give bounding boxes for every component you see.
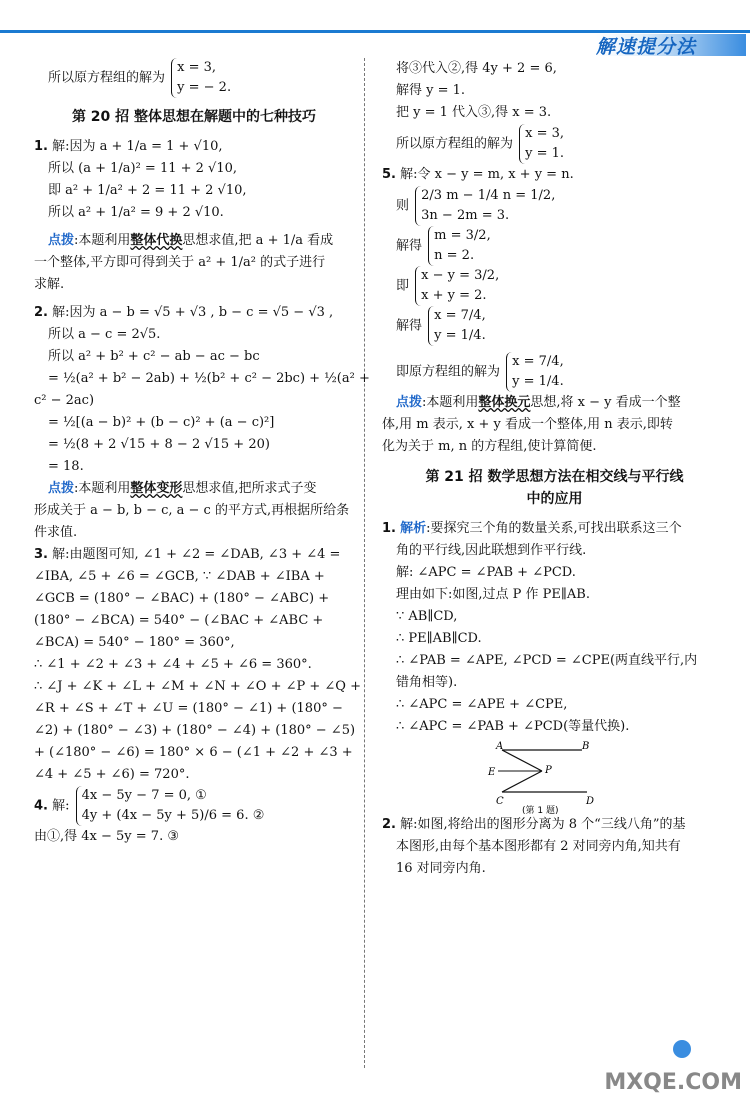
problem-1 <box>34 136 354 296</box>
eq-line: x = 7/4, <box>512 354 564 369</box>
eq-line: 3n − 2m = 3. <box>421 208 510 223</box>
text: 则 <box>396 198 410 214</box>
problem-5 <box>382 164 727 458</box>
text-line: ∵ AB∥CD, <box>396 609 458 624</box>
eq-line: m = 3/2, <box>434 228 491 243</box>
emphasis: 整体代换 <box>130 233 183 248</box>
label-b: B <box>582 741 590 752</box>
intro-text: 所以原方程组的解为 <box>48 70 166 86</box>
text-line: 所以 a − c = 2√5. <box>48 327 161 342</box>
question-2 <box>382 814 727 880</box>
text: 解得 <box>396 318 423 334</box>
text-line: = ½[(a − b)² + (b − c)² + (a − c)²] <box>48 415 275 430</box>
title-line: 中的应用 <box>526 491 583 507</box>
text-line: ∴ ∠PAB = ∠APE, ∠PCD = ∠CPE(两直线平行,内 <box>396 653 698 668</box>
problem-number: 1. <box>34 139 48 154</box>
intro-solution <box>34 58 354 98</box>
text-line: 16 对同旁内角. <box>396 861 486 876</box>
eq-line: x − y = 3/2, <box>421 268 500 283</box>
text-line: (180° − ∠BCA) = 540° − (∠BAC + ∠ABC + <box>34 613 324 628</box>
text-line: 解: ∠APC = ∠PAB + ∠PCD. <box>396 565 576 580</box>
text: 思想,将 x − y 看成一个整 <box>530 395 681 410</box>
label-c: C <box>496 796 504 807</box>
text-line: ∠BCA) = 540° − 180° = 360°, <box>34 635 235 650</box>
text-line: 错角相等). <box>396 675 458 690</box>
emphasis: 整体换元 <box>478 395 531 410</box>
watermark: MXQE.COM <box>604 1070 742 1095</box>
solution-system <box>519 124 564 164</box>
text-line: = 18. <box>48 459 84 474</box>
problem-number: 3. <box>34 547 48 562</box>
eq-line: y = − 2. <box>177 80 232 95</box>
eq-line: x + y = 2. <box>421 288 487 303</box>
section-20-title: 第 20 招 整体思想在解题中的七种技巧 <box>71 109 317 125</box>
problem-3 <box>34 544 361 786</box>
text-line: = ½(a² + b² − 2ab) + ½(b² + c² − 2bc) + ½(a² + <box>48 371 370 386</box>
text-line: :要探究三个角的数量关系,可找出联系这三个 <box>426 521 682 536</box>
text-line: 一个整体,平方即可得到关于 a² + 1/a² 的式子进行 <box>34 255 326 270</box>
text-line: 体,用 m 表示, x + y 看成一个整体,用 n 表示,即转 <box>382 417 673 432</box>
segment-ap <box>502 750 542 771</box>
text-line: 形成关于 a − b, b − c, a − c 的平方式,再根据所给条 <box>34 503 350 518</box>
text-line: 解:因为 a − b = √5 + √3 , b − c = √5 − √3 , <box>52 305 334 320</box>
text: 解得 <box>396 238 423 254</box>
text-line: 所以 a² + b² + c² − ab − ac − bc <box>48 349 260 364</box>
left-column <box>34 58 370 848</box>
title-line: 第 21 招 数学思想方法在相交线与平行线 <box>425 469 684 485</box>
eq-line: x = 3, <box>177 60 217 75</box>
eq-line: 2/3 m − 1/4 n = 1/2, <box>421 188 556 203</box>
section-21-title <box>382 466 727 510</box>
text-line: ∠IBA, ∠5 + ∠6 = ∠GCB, ∵ ∠DAB + ∠IBA + <box>34 569 325 584</box>
text-line: + (∠180° − ∠6) = 180° × 6 − (∠1 + ∠2 + ∠3 + <box>34 745 353 760</box>
column-divider <box>364 58 365 1068</box>
text-line: 化为关于 m, n 的方程组,使计算简便. <box>382 439 597 454</box>
tip-label: 点拨 <box>396 395 423 410</box>
problem-number: 1. <box>382 521 396 536</box>
text-line: 所以 a² + 1/a² = 9 + 2 √10. <box>48 205 224 220</box>
text-line: c² − 2ac) <box>34 393 95 408</box>
text: :本题利用 <box>74 481 131 496</box>
label-a: A <box>496 741 504 752</box>
equation-system <box>506 352 564 392</box>
label-p: P <box>545 765 552 776</box>
text: 解: <box>52 798 70 814</box>
text-line: ∴ ∠APC = ∠APE + ∠CPE, <box>396 697 568 712</box>
text-line: 解:令 x − y = m, x + y = n. <box>400 167 574 182</box>
text-line: 解:由题图可知, ∠1 + ∠2 = ∠DAB, ∠3 + ∠4 = <box>52 547 341 562</box>
right-column <box>382 58 727 880</box>
text-line: 理由如下:如图,过点 P 作 PE∥AB. <box>396 587 590 602</box>
text: 即原方程组的解为 <box>396 364 501 380</box>
text-line: 解:如图,将给出的图形分离为 8 个“三线八角”的基 <box>400 817 686 832</box>
text-line: 把 y = 1 代入③,得 x = 3. <box>396 105 552 120</box>
problem-number: 4. <box>34 798 48 814</box>
text: :本题利用 <box>74 233 131 248</box>
question-1 <box>382 518 727 814</box>
problem-number: 2. <box>34 305 48 320</box>
text-line: 即 a² + 1/a² + 2 = 11 + 2 √10, <box>48 183 247 198</box>
figure-svg <box>488 741 612 816</box>
text-line: 将③代入②,得 4y + 2 = 6, <box>396 61 557 76</box>
brand-banner <box>596 34 746 56</box>
tip-label: 点拨 <box>48 233 75 248</box>
text-line: ∴ PE∥AB∥CD. <box>396 631 482 646</box>
equation-system <box>428 306 486 346</box>
label-e: E <box>488 767 496 778</box>
eq-line: n = 2. <box>434 248 475 263</box>
text-line: 所以 (a + 1/a)² = 11 + 2 √10, <box>48 161 238 176</box>
problem-4 <box>34 786 354 848</box>
equation-system <box>415 266 499 306</box>
text-line: ∠GCB = (180° − ∠BAC) + (180° − ∠ABC) + <box>34 591 330 606</box>
parallel-lines-figure <box>488 741 612 816</box>
emphasis: 整体变形 <box>130 481 183 496</box>
text-line: 本图形,由每个基本图形都有 2 对同旁内角,知共有 <box>396 839 681 854</box>
label-d: D <box>586 796 595 807</box>
eq-line: x = 7/4, <box>434 308 486 323</box>
text-line: 件求值. <box>34 525 78 540</box>
text: 即 <box>396 278 410 294</box>
figure-caption: (第 1 题) <box>522 806 559 816</box>
eq-line: 4x − 5y − 7 = 0, ① <box>81 788 207 803</box>
text: :本题利用 <box>422 395 479 410</box>
equation-system <box>428 226 491 266</box>
text-line: ∠R + ∠S + ∠T + ∠U = (180° − ∠1) + (180° − <box>34 701 343 716</box>
text-line: = ½(8 + 2 √15 + 8 − 2 √15 + 20) <box>48 437 270 452</box>
eq-line: y = 1/4. <box>434 328 486 343</box>
page-badge <box>673 1040 691 1058</box>
problem-number: 5. <box>382 167 396 182</box>
eq-line: x = 3, <box>525 126 565 141</box>
text: 所以原方程组的解为 <box>396 136 514 152</box>
text-line: ∠4 + ∠5 + ∠6) = 720°. <box>34 767 190 782</box>
text-line: 解:因为 a + 1/a = 1 + √10, <box>52 139 223 154</box>
tip-label: 点拨 <box>48 481 75 496</box>
problem-number: 2. <box>382 817 396 832</box>
segment-cp <box>502 771 542 792</box>
text: 思想求值,把 a + 1/a 看成 <box>182 233 334 248</box>
text-line: ∴ ∠APC = ∠PAB + ∠PCD(等量代换). <box>396 719 630 734</box>
text-line: ∠2) + (180° − ∠3) + (180° − ∠4) + (180° − ∠5) <box>34 723 356 738</box>
brand-title: 解速提分法 <box>596 36 697 58</box>
problem-2 <box>34 302 370 544</box>
intro-system <box>171 58 231 98</box>
text-line: 角的平行线,因此联想到作平行线. <box>396 543 587 558</box>
text-line: ∴ ∠1 + ∠2 + ∠3 + ∠4 + ∠5 + ∠6 = 360°. <box>34 657 312 672</box>
analysis-label: 解析 <box>400 521 427 536</box>
eq-line: y = 1. <box>525 146 565 161</box>
text-line: 解得 y = 1. <box>396 83 466 98</box>
eq-line: 4y + (4x − 5y + 5)/6 = 6. ② <box>81 808 265 823</box>
equation-system <box>415 186 555 226</box>
text: 思想求值,把所求式子变 <box>182 481 317 496</box>
text-line: ∴ ∠J + ∠K + ∠L + ∠M + ∠N + ∠O + ∠P + ∠Q + <box>34 679 361 694</box>
text-line: 由①,得 4x − 5y = 7. ③ <box>34 829 179 844</box>
eq-line: y = 1/4. <box>512 374 564 389</box>
equation-system <box>76 786 265 826</box>
text-line: 求解. <box>34 277 65 292</box>
